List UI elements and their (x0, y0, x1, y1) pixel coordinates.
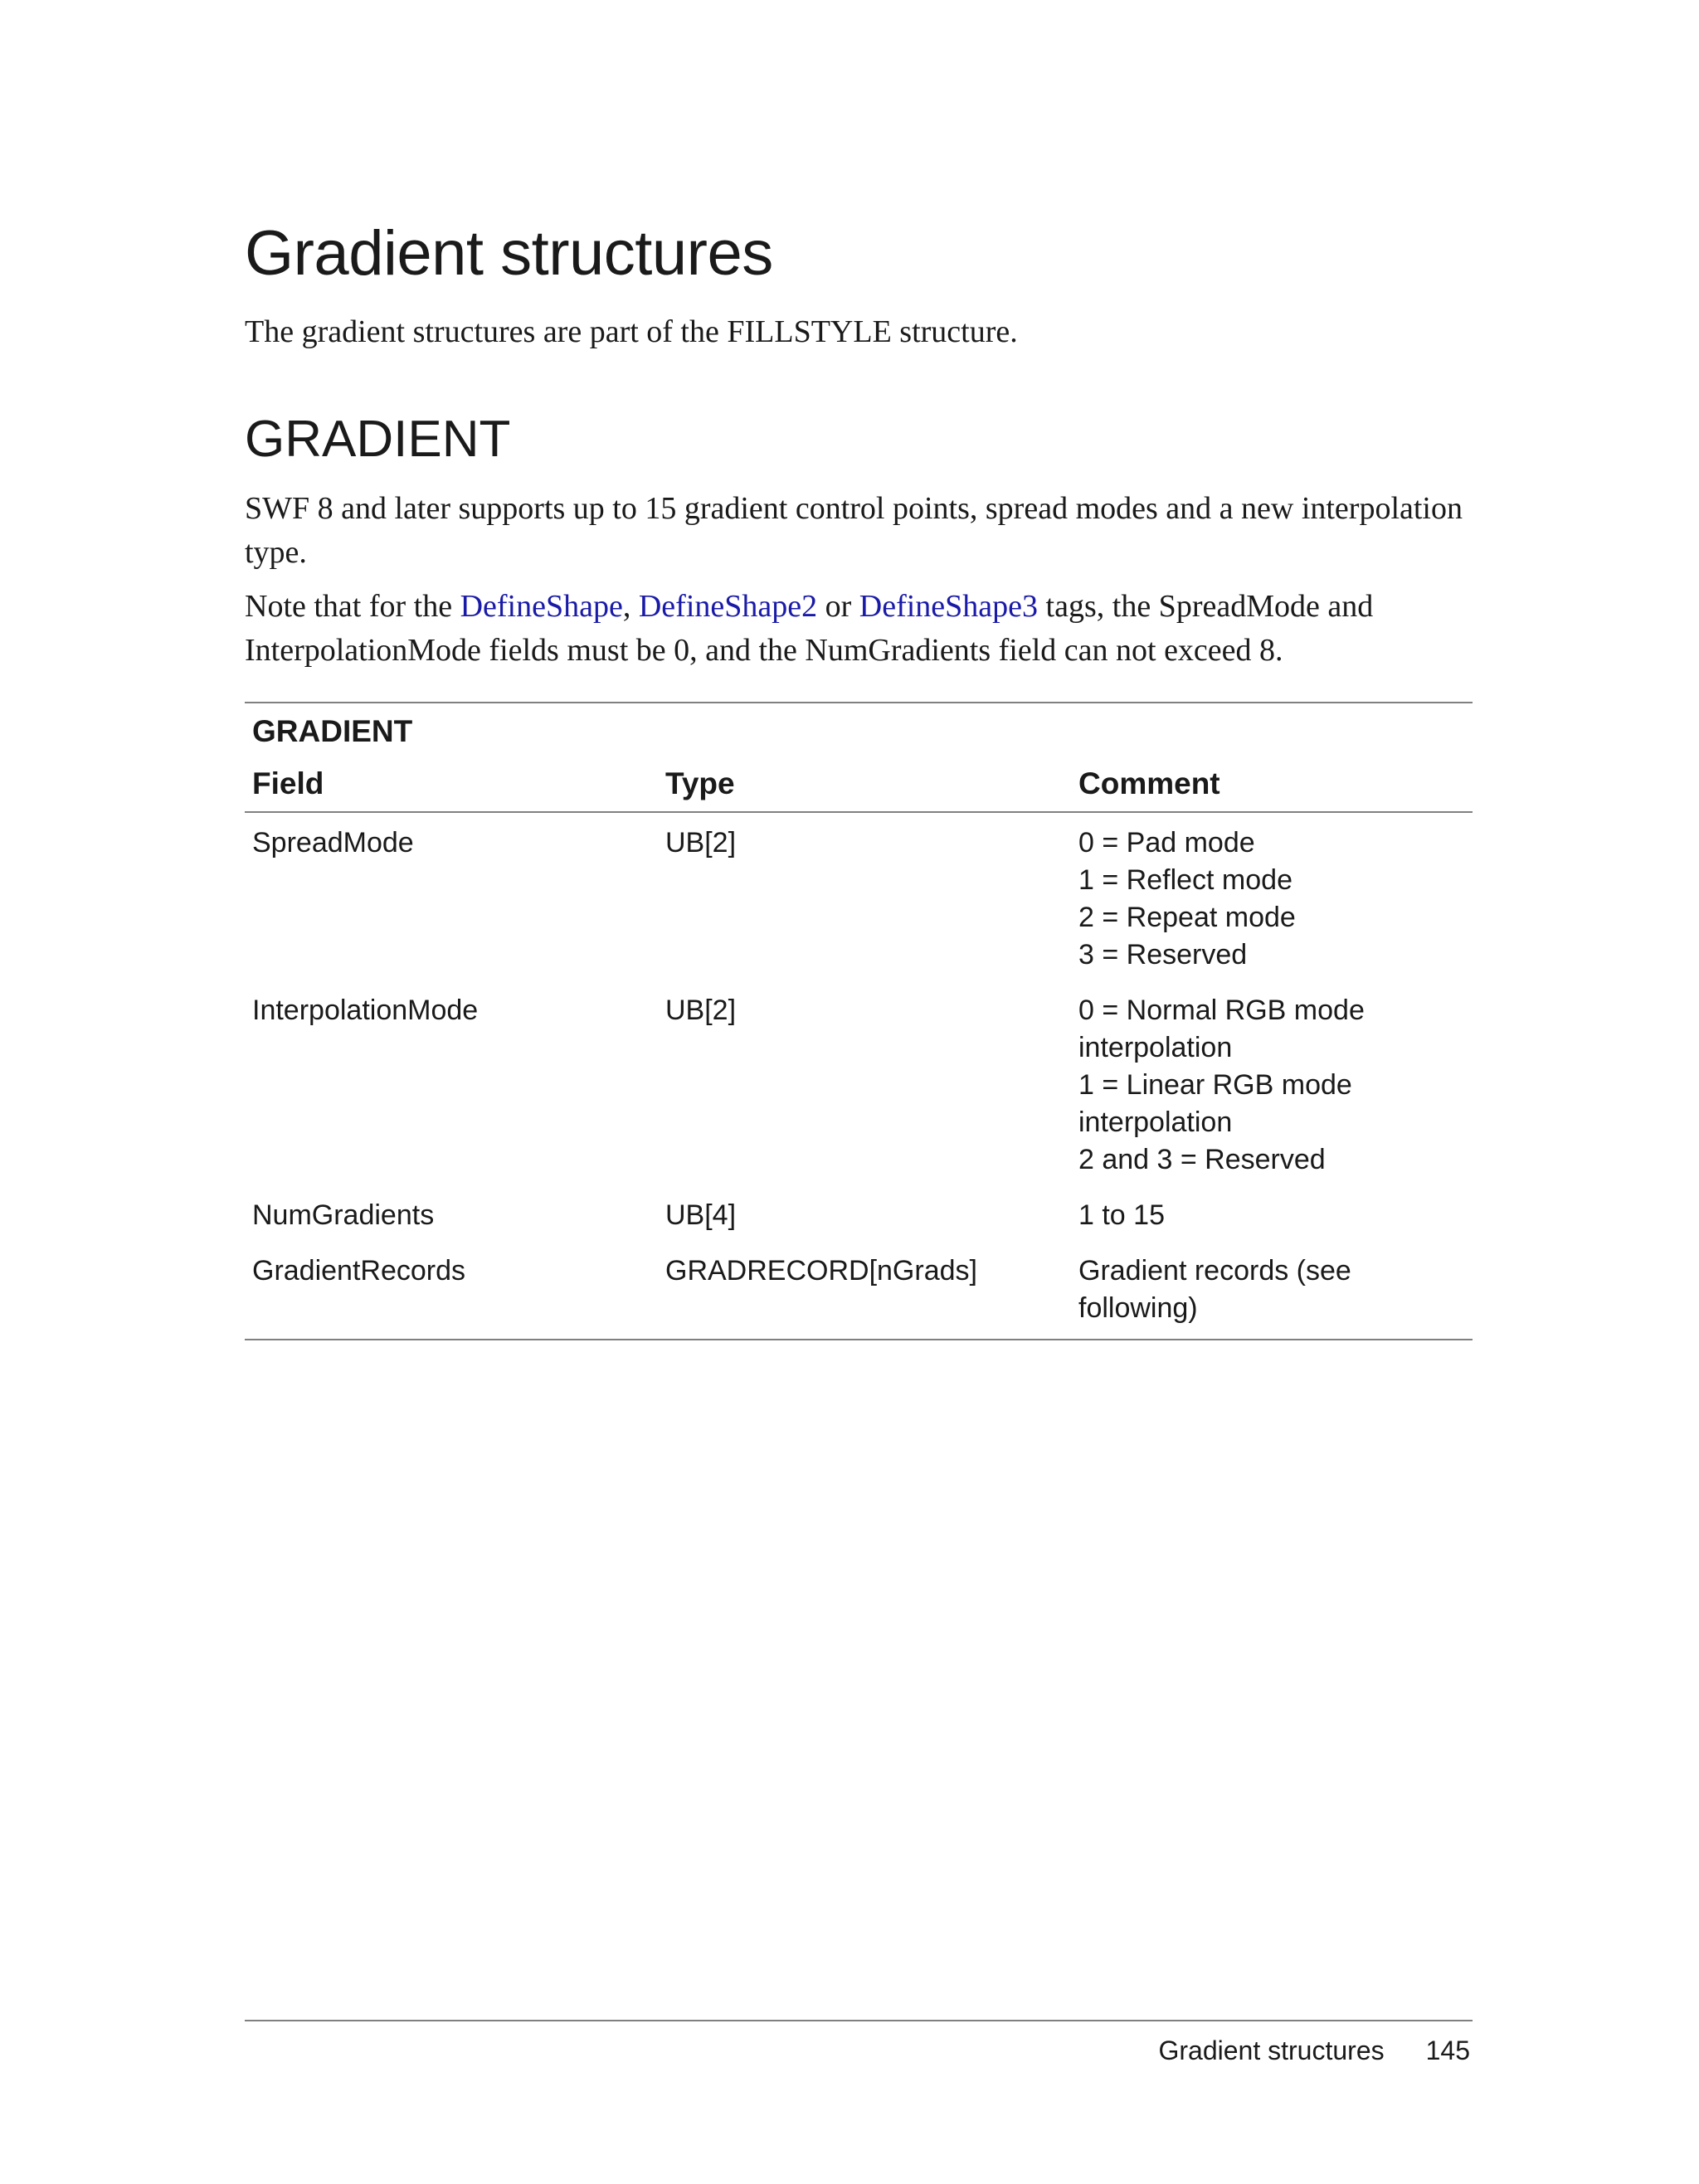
section-title: GRADIENT (245, 411, 511, 468)
table-row (245, 980, 1473, 1185)
comment-line: 0 = Pad mode (1078, 827, 1255, 859)
cell-comment (1071, 980, 1473, 1185)
gradient-table (245, 702, 1473, 1340)
para2-separator-1: , (622, 589, 639, 624)
cell-type: UB[2] (665, 827, 737, 859)
comment-line: 1 to 15 (1078, 1199, 1165, 1231)
comment-line: 1 = Linear RGB mode (1078, 1069, 1352, 1101)
comment-line: 1 = Reflect mode (1078, 864, 1293, 896)
header-field: Field (245, 752, 658, 812)
comment-line: Gradient records (see (1078, 1255, 1351, 1287)
table-row (245, 1185, 1473, 1241)
header-type: Type (658, 752, 1071, 812)
comment-line: interpolation (1078, 1032, 1233, 1063)
comment-line: 2 and 3 = Reserved (1078, 1144, 1326, 1175)
defineshape-link[interactable]: DefineShape (460, 589, 623, 624)
table-row (245, 812, 1473, 980)
cell-comment (1071, 1241, 1473, 1339)
cell-field: SpreadMode (252, 827, 414, 859)
para2-separator-2: or (817, 589, 859, 624)
comment-line: 2 = Repeat mode (1078, 902, 1296, 933)
footer-section-title: Gradient structures (1158, 2036, 1385, 2065)
defineshape2-link[interactable]: DefineShape2 (638, 589, 818, 624)
section-paragraph-1: SWF 8 and later supports up to 15 gradient control points, spread modes and a new interpolation type. (245, 491, 1463, 570)
header-comment: Comment (1071, 752, 1473, 812)
comment-line: following) (1078, 1292, 1198, 1324)
defineshape3-link[interactable]: DefineShape3 (859, 589, 1039, 624)
intro-paragraph: The gradient structures are part of the FILLSTYLE structure. (245, 314, 1018, 349)
para2-text-before: Note that for the (245, 589, 460, 624)
page-title: Gradient structures (245, 218, 773, 289)
cell-comment (1071, 1185, 1473, 1241)
comment-line: 3 = Reserved (1078, 939, 1248, 970)
table-row (245, 1241, 1473, 1339)
para2-text-after: tags, the SpreadMode and InterpolationMode fields must be 0, and the NumGradients field can not exceed 8. (245, 589, 1374, 668)
gradient-spec-table (245, 752, 1473, 1339)
table-caption: GRADIENT (252, 714, 413, 748)
page-number: 145 (1425, 2036, 1470, 2065)
cell-field: InterpolationMode (252, 995, 479, 1026)
page-footer (245, 2034, 1470, 2067)
table-header-row (245, 752, 1473, 812)
cell-comment (1071, 812, 1473, 980)
page-content (245, 218, 1473, 1340)
cell-field: GradientRecords (252, 1255, 466, 1287)
footer-divider (245, 2020, 1473, 2021)
comment-line: interpolation (1078, 1107, 1233, 1138)
cell-type: UB[4] (665, 1199, 737, 1231)
cell-type: GRADRECORD[nGrads] (665, 1255, 977, 1287)
cell-field: NumGradients (252, 1199, 435, 1231)
section-paragraph-2 (245, 585, 1473, 673)
comment-line: 0 = Normal RGB mode (1078, 995, 1365, 1026)
cell-type: UB[2] (665, 995, 737, 1026)
